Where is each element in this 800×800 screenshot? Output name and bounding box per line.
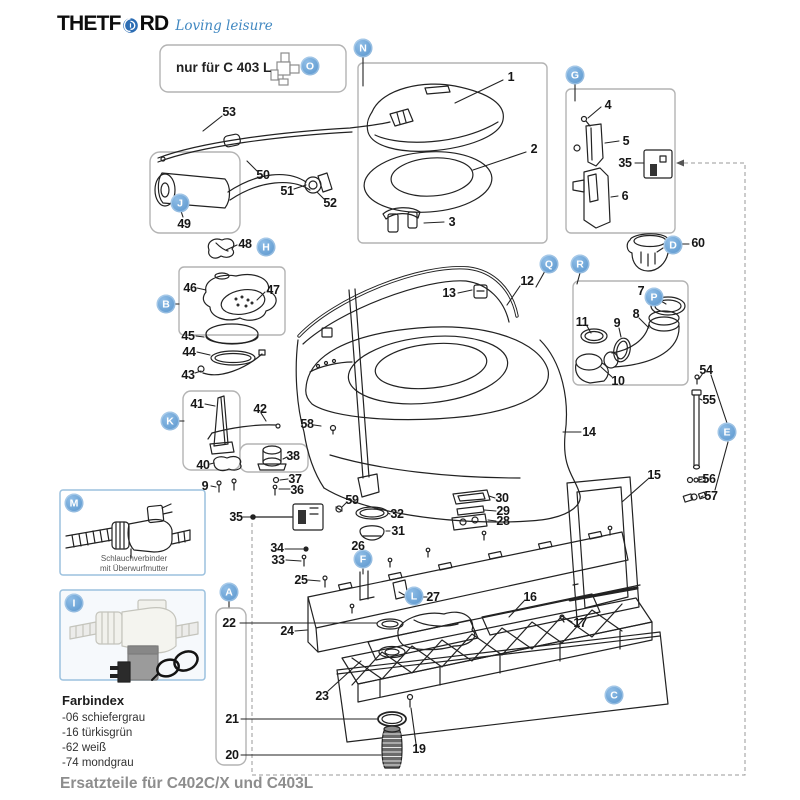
part-label-23: 23 [315, 689, 329, 703]
part-label-50: 50 [256, 168, 270, 182]
dashed-reference-lines [252, 163, 745, 775]
part-label-60: 60 [691, 236, 705, 250]
part-label-22: 22 [222, 616, 236, 630]
sunburst-o-icon [122, 17, 139, 34]
part-label-54: 54 [699, 363, 713, 377]
brand-tagline: Loving leisure [175, 18, 273, 34]
part-label-6: 6 [621, 189, 629, 203]
part-label-21: 21 [225, 712, 239, 726]
part-label-13: 13 [442, 286, 456, 300]
part-label-4: 4 [604, 98, 612, 112]
part-label-43: 43 [181, 368, 195, 382]
letter-badge-h: H [257, 238, 276, 257]
part-label-51: 51 [280, 184, 294, 198]
part-label-45: 45 [181, 329, 195, 343]
part-label-31: 31 [391, 524, 405, 538]
page-title: Ersatzteile für C402C/X und C403L [60, 775, 314, 792]
part-label-29: 29 [496, 504, 510, 518]
part-label-59: 59 [345, 493, 359, 507]
part-label-16: 16 [523, 590, 537, 604]
part-label-44: 44 [182, 345, 196, 359]
part-label-11: 11 [575, 315, 589, 329]
part-label-20: 20 [225, 748, 239, 762]
letter-badge-j: J [171, 194, 190, 213]
letter-badge-a: A [220, 583, 239, 602]
dashed-arrowhead [676, 160, 684, 167]
letter-badge-n: N [354, 39, 373, 58]
b-box [179, 267, 285, 335]
part-label-5: 5 [622, 134, 630, 148]
small-screws-drawing [217, 375, 699, 707]
part-label-35-top: 35 [618, 156, 632, 170]
part-label-41: 41 [190, 397, 204, 411]
part-label-52: 52 [323, 196, 337, 210]
part-label-9-pipe: 9 [613, 316, 621, 330]
a-box [216, 608, 246, 765]
note-only-c403l: nur für C 403 L [176, 60, 272, 75]
part-label-26: 26 [351, 539, 365, 553]
part-label-35: 35 [229, 510, 243, 524]
part-label-12: 12 [520, 274, 534, 288]
letter-badge-l: L [405, 587, 424, 606]
part-label-24: 24 [280, 624, 294, 638]
part-label-57: 57 [704, 489, 718, 503]
part-label-56: 56 [702, 472, 716, 486]
logo-text-left: THETF [57, 12, 121, 35]
hose-connector-caption [78, 554, 190, 575]
part-label-7: 7 [637, 284, 645, 298]
bellows-20-drawing [382, 726, 402, 768]
ring-cap-drawing [356, 507, 388, 540]
part-label-38: 38 [286, 449, 300, 463]
part-label-9: 9 [201, 479, 209, 493]
letter-badge-b: B [157, 295, 176, 314]
caption-line-2: mit Überwurfmutter [99, 564, 168, 574]
part-label-53: 53 [222, 105, 236, 119]
part-label-36: 36 [290, 483, 304, 497]
letter-badge-r: R [571, 255, 590, 274]
part-label-47: 47 [266, 283, 280, 297]
control-box-35-drawing [251, 504, 323, 530]
color-index-item: -74 mondgrau [62, 757, 134, 769]
letter-badge-m: M [65, 494, 84, 513]
part-label-25: 25 [294, 573, 308, 587]
part-label-15: 15 [647, 468, 661, 482]
caption-line-1: Schlauchverbinder [100, 554, 168, 563]
color-index [62, 693, 145, 769]
color-index-item: -16 türkisgrün [62, 727, 133, 739]
part-label-49: 49 [177, 217, 191, 231]
part-label-28: 28 [496, 514, 510, 528]
part-label-40: 40 [196, 458, 210, 472]
letter-badge-p: P [645, 288, 664, 307]
part-label-32: 32 [390, 507, 404, 521]
part-label-2: 2 [530, 142, 538, 156]
part-label-19: 19 [412, 742, 426, 756]
letter-badge-o: O [301, 57, 320, 76]
part-label-3: 3 [448, 215, 456, 229]
part-label-37: 37 [288, 472, 302, 486]
letter-badge-k: K [161, 412, 180, 431]
part-label-1: 1 [507, 70, 515, 84]
letter-badge-d: D [664, 236, 683, 255]
letter-badge-c: C [605, 686, 624, 705]
j-box [150, 152, 240, 233]
part-label-17: 17 [573, 616, 587, 630]
part-label-10: 10 [611, 374, 625, 388]
part-label-58: 58 [300, 417, 314, 431]
brand-logo [57, 12, 273, 36]
part-label-33: 33 [271, 553, 285, 567]
part-label-55: 55 [702, 393, 716, 407]
part-label-30: 30 [495, 491, 509, 505]
color-index-item: -06 schiefergrau [62, 712, 146, 724]
part-label-34: 34 [270, 541, 284, 555]
letter-badge-q: Q [540, 255, 559, 274]
letter-badge-g: G [566, 66, 585, 85]
part-label-14: 14 [582, 425, 596, 439]
part-label-42: 42 [253, 402, 267, 416]
part-label-48: 48 [238, 237, 252, 251]
part-label-8: 8 [632, 307, 640, 321]
logo-text-right: RD [139, 12, 169, 35]
letter-badge-i: I [65, 594, 84, 613]
color-index-title: Farbindex [62, 693, 125, 708]
toilet-body-drawing [296, 268, 580, 522]
part-label-46: 46 [183, 281, 197, 295]
part-label-27: 27 [426, 590, 440, 604]
letter-badge-e: E [718, 423, 737, 442]
letter-badge-f: F [354, 550, 373, 569]
color-index-item: -62 weiß [62, 742, 107, 754]
